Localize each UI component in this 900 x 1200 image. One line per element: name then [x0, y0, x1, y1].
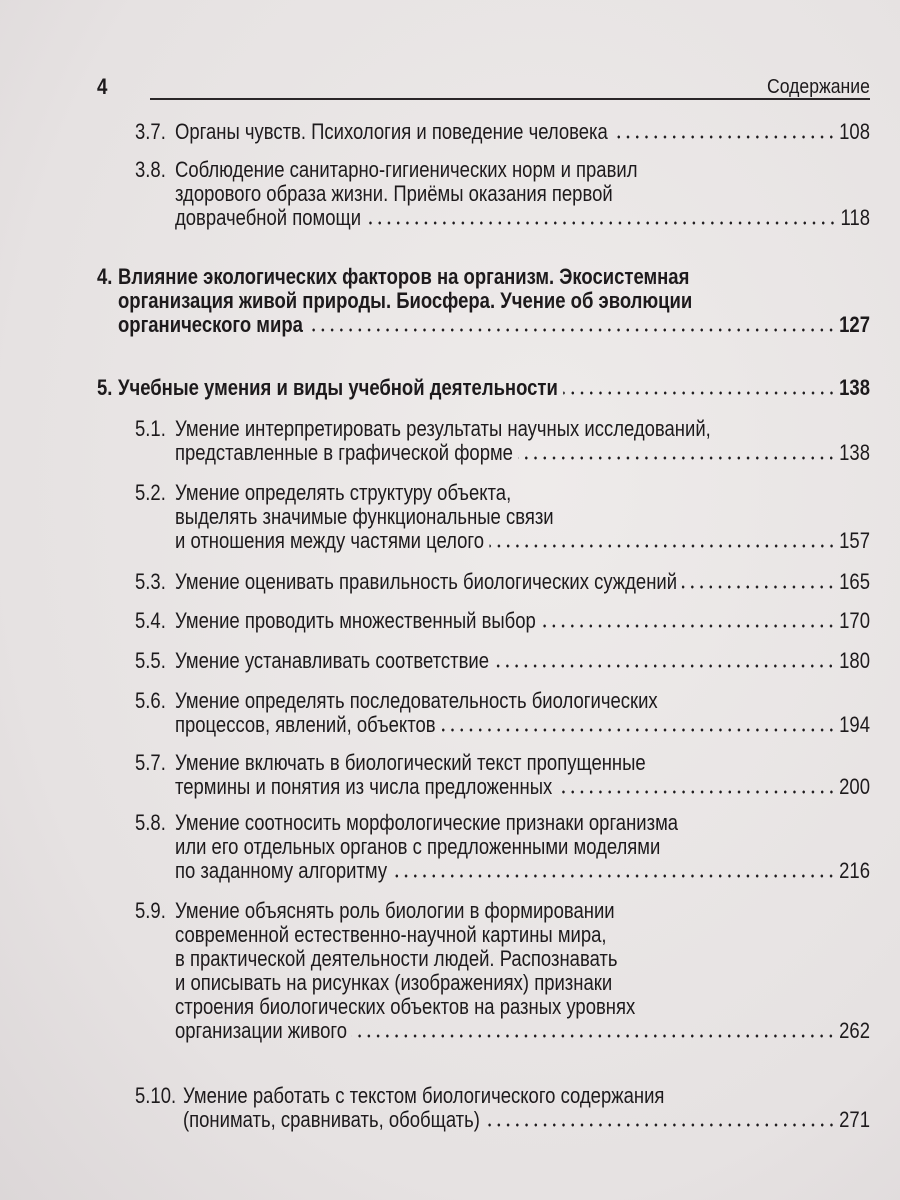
toc-entry-line	[135, 995, 870, 1019]
toc-entry-title: термины и понятия из числа предложенных	[174, 774, 553, 799]
toc-entry-number: 3.7.	[135, 119, 166, 144]
toc-entry-line	[135, 609, 870, 633]
toc-entry-line	[135, 923, 870, 947]
dot-leader	[489, 544, 836, 548]
toc-entry-number: 5.7.	[135, 750, 166, 775]
toc-entry-title: процессов, явлений, объектов	[174, 712, 436, 737]
toc-entry-title: Умение соотносить морфологические признаки организма	[174, 810, 679, 835]
toc-entry-line	[97, 265, 870, 289]
toc-entry-title: и отношения между частями целого	[174, 528, 485, 553]
toc-entry-line	[97, 376, 870, 400]
header-rule	[150, 98, 870, 100]
toc-entry-title: Умение определять последовательность биологических	[174, 688, 658, 713]
toc-entry-title: организация живой природы. Биосфера. Учение об эволюции	[118, 288, 693, 313]
toc-entry-title: или его отдельных органов с предложенными моделями	[174, 834, 661, 859]
toc-entry	[135, 811, 870, 883]
toc-entry-title: Органы чувств. Психология и поведение человека	[174, 119, 608, 144]
toc-entry-line	[135, 481, 870, 505]
toc-page-number: 271	[839, 1107, 870, 1132]
toc-entry-line	[135, 775, 870, 799]
dot-leader	[541, 624, 836, 628]
dot-leader	[366, 221, 837, 225]
toc-entry-title: Умение проводить множественный выбор	[174, 608, 536, 633]
toc-entry-line	[135, 689, 870, 713]
toc-entry	[135, 751, 870, 799]
toc-page-number: 180	[839, 648, 870, 673]
toc-entry	[135, 417, 870, 465]
toc-entry-line	[135, 811, 870, 835]
toc-entry-title: Умение включать в биологический текст пропущенные	[174, 750, 646, 775]
toc-entry-line	[135, 835, 870, 859]
toc-entry	[135, 899, 870, 1043]
toc-entry-title: представленные в графической форме	[174, 440, 513, 465]
toc-entry-line	[135, 441, 870, 465]
toc-entry-line	[135, 570, 870, 594]
toc-entry-line	[135, 529, 870, 553]
toc-entry-title: доврачебной помощи	[174, 205, 362, 230]
toc-entry	[97, 265, 870, 337]
toc-entry-number: 5.	[97, 375, 113, 400]
toc-page-number: 127	[839, 312, 870, 337]
toc-entry-number: 5.9.	[135, 898, 166, 923]
dot-leader	[613, 135, 836, 139]
dot-leader	[308, 328, 836, 332]
toc-entry-title: Умение устанавливать соответствие	[174, 648, 490, 673]
toc-entry-line	[135, 1019, 870, 1043]
toc-entry-line	[135, 206, 870, 230]
toc-entry-line	[135, 713, 870, 737]
toc-page-number: 200	[839, 774, 870, 799]
toc-page-number: 170	[839, 608, 870, 633]
toc-entry-number: 5.6.	[135, 688, 166, 713]
dot-leader	[494, 664, 836, 668]
toc-entry-number: 5.10.	[135, 1083, 177, 1108]
toc-entry-number: 3.8.	[135, 157, 166, 182]
dot-leader	[557, 790, 836, 794]
toc-page-number: 118	[840, 205, 870, 230]
toc-entry-line	[135, 182, 870, 206]
toc-entry	[97, 376, 870, 400]
toc-entry-number: 4.	[97, 264, 113, 289]
toc-entry-line	[135, 859, 870, 883]
toc-entry-title: по заданному алгоритму	[174, 858, 388, 883]
toc-entry-line	[135, 899, 870, 923]
dot-leader	[392, 874, 836, 878]
toc-entry-title: Учебные умения и виды учебной деятельности	[118, 375, 558, 400]
dot-leader	[682, 585, 836, 589]
toc-page-number: 157	[839, 528, 870, 553]
toc-entry-line	[135, 505, 870, 529]
toc-entry	[135, 649, 870, 673]
toc-entry-line	[135, 158, 870, 182]
toc-entry-number: 5.5.	[135, 648, 166, 673]
toc-entry-line	[97, 313, 870, 337]
toc-entry-title: Соблюдение санитарно-гигиенических норм и правил	[174, 157, 638, 182]
toc-entry	[135, 481, 870, 553]
toc-entry-title: строения биологических объектов на разных уровнях	[174, 994, 636, 1019]
toc-page-number: 108	[839, 119, 870, 144]
toc-entry-title: современной естественно-научной картины мира,	[174, 922, 607, 947]
toc-entry-title: органического мира	[118, 312, 303, 337]
toc-entry-title: Влияние экологических факторов на организм. Экосистемная	[118, 264, 690, 289]
toc-entry-number: 5.4.	[135, 608, 166, 633]
toc-entry-number: 5.8.	[135, 810, 166, 835]
toc-entry-title: в практической деятельности людей. Распознавать	[174, 946, 618, 971]
toc-entry	[135, 120, 870, 144]
toc-entry-number: 5.2.	[135, 480, 166, 505]
toc-entry-line	[135, 1108, 870, 1132]
toc-entry-line	[97, 289, 870, 313]
dot-leader	[518, 456, 836, 460]
toc-entry-title: Умение оценивать правильность биологических суждений	[174, 569, 678, 594]
toc-entry-line	[135, 947, 870, 971]
toc-entry-line	[135, 1084, 870, 1108]
toc-entry-title: выделять значимые функциональные связи	[174, 504, 554, 529]
toc-page-number: 262	[839, 1018, 870, 1043]
toc-entry-title: Умение объяснять роль биологии в формировании	[174, 898, 615, 923]
toc-entry-title: здорового образа жизни. Приёмы оказания первой	[174, 181, 613, 206]
toc-entry-number: 5.1.	[135, 416, 166, 441]
dot-leader	[441, 728, 836, 732]
toc-entry-line	[135, 649, 870, 673]
toc-entry	[135, 158, 870, 230]
toc-entry	[135, 1084, 870, 1132]
toc-page-number: 165	[839, 569, 870, 594]
toc-page-number: 138	[839, 375, 870, 400]
toc-entry-line	[135, 751, 870, 775]
toc-entry-title: Умение интерпретировать результаты научных исследований,	[174, 416, 711, 441]
dot-leader	[563, 391, 836, 395]
toc-entry-line	[135, 417, 870, 441]
toc-entry-line	[135, 971, 870, 995]
toc-entry-number: 5.3.	[135, 569, 166, 594]
running-title: Содержание	[767, 76, 870, 98]
toc-page-number: 138	[839, 440, 870, 465]
toc-entry	[135, 609, 870, 633]
toc-entry-line	[135, 120, 870, 144]
dot-leader	[485, 1123, 836, 1127]
toc-entry-title: (понимать, сравнивать, обобщать)	[182, 1107, 480, 1132]
toc-entry	[135, 689, 870, 737]
toc-page-number: 194	[839, 712, 870, 737]
toc-page-number: 216	[839, 858, 870, 883]
dot-leader	[352, 1034, 836, 1038]
page-number: 4	[97, 74, 108, 99]
toc-entry	[135, 570, 870, 594]
toc-entry-title: Умение определять структуру объекта,	[174, 480, 512, 505]
toc-entry-title: Умение работать с текстом биологического содержания	[182, 1083, 665, 1108]
toc-entry-title: и описывать на рисунках (изображениях) признаки	[174, 970, 613, 995]
toc-entry-title: организации живого	[174, 1018, 347, 1043]
